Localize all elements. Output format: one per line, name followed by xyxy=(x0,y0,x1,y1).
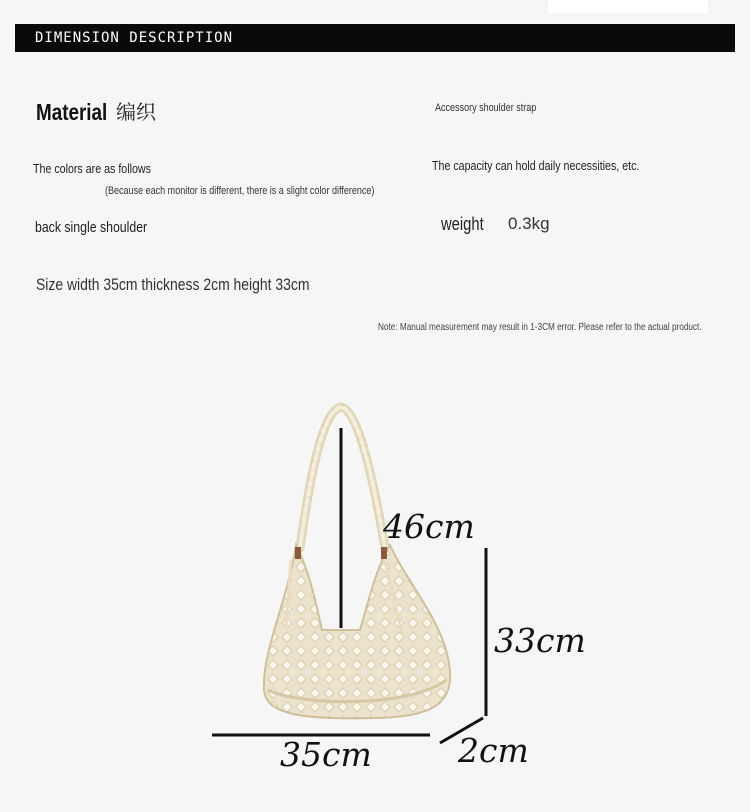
measurement-note: Note: Manual measurement may result in 1-3CM error. Please refer to the actual product. xyxy=(378,322,702,333)
top-strip xyxy=(548,0,708,14)
weight-value: 0.3kg xyxy=(508,214,550,233)
section-header: DIMENSION DESCRIPTION xyxy=(15,24,735,52)
strap-length-label: 46cm xyxy=(383,507,475,546)
leather-tab-right xyxy=(381,547,387,559)
height-label: 33cm xyxy=(494,621,586,660)
thickness-label: 2cm xyxy=(458,731,529,770)
colors-note: (Because each monitor is different, there is a slight color difference) xyxy=(105,185,375,197)
material-label: Material xyxy=(36,99,108,125)
weight-label: weight xyxy=(441,214,484,234)
size-text: Size width 35cm thickness 2cm height 33cm xyxy=(36,275,310,294)
accessory-text: Accessory shoulder strap xyxy=(435,102,537,114)
bag-image xyxy=(264,545,450,718)
carry-style-text: back single shoulder xyxy=(35,219,148,236)
leather-tab-left xyxy=(295,547,301,559)
width-label: 35cm xyxy=(280,735,372,774)
colors-text: The colors are as follows xyxy=(33,161,151,176)
capacity-text: The capacity can hold daily necessities, etc. xyxy=(432,158,640,173)
dimension-diagram xyxy=(0,390,750,812)
material-value: 编织 xyxy=(116,102,156,124)
